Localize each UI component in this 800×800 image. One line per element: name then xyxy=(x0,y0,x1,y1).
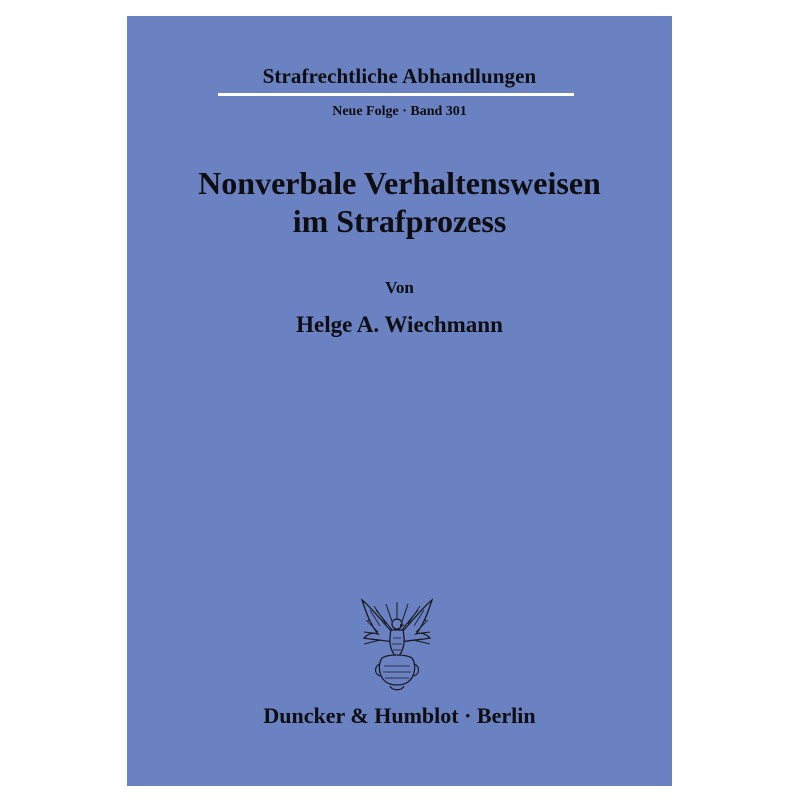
publisher: Duncker & Humblot · Berlin xyxy=(263,703,536,728)
book-title-line-2: im Strafprozess xyxy=(292,203,507,239)
series-title: Strafrechtliche Abhandlungen xyxy=(262,64,537,88)
book-title xyxy=(127,164,672,240)
book-title-line-1: Nonverbale Verhaltensweisen xyxy=(198,165,601,201)
series-divider xyxy=(218,93,574,96)
series-volume: Neue Folge · Band 301 xyxy=(332,104,467,119)
author-name: Helge A. Wiechmann xyxy=(296,312,503,337)
book-cover xyxy=(127,16,672,786)
eagle-emblem-icon xyxy=(356,594,438,694)
by-label: Von xyxy=(385,278,414,297)
